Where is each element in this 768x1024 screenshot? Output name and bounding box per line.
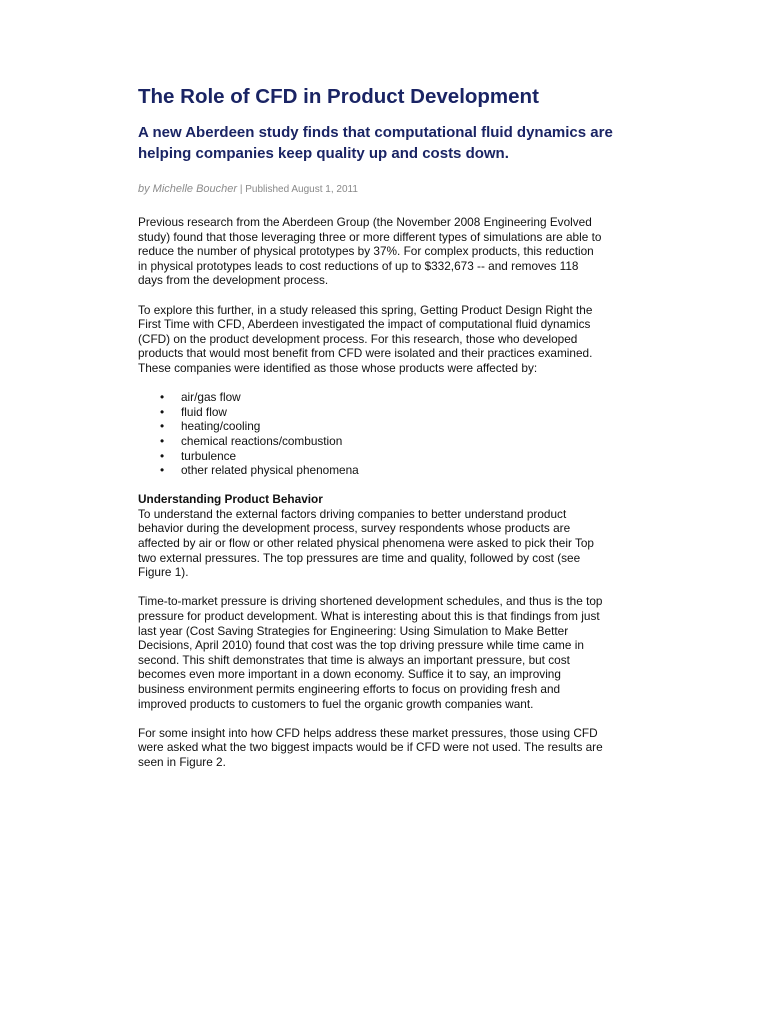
list-item bbox=[138, 434, 638, 449]
spacer bbox=[138, 580, 638, 595]
list-item-label: chemical reactions/combustion bbox=[181, 433, 343, 448]
byline-published: Published August 1, 2011 bbox=[245, 184, 358, 195]
paragraph-2: To explore this further, in a study released this spring, Getting Product Design Right the First Time with CFD, Aberdeen investigated the impact of computational fluid dynamics (CFD) on the product development process. For this research, those who developed products that would most benefit from CFD were isolated and their practices examined. These companies were identified as those whose products were affected by: bbox=[138, 302, 593, 375]
byline-author: by Michelle Boucher bbox=[138, 183, 238, 195]
paragraph-3: To understand the external factors driving companies to better understand product behavior during the development process, survey respondents whose products are affected by air or flow or other related physical phenomena were asked to pick their Top two external pressures. The top pressures are time and quality, followed by cost (see Figure 1). bbox=[138, 506, 594, 580]
list-item bbox=[138, 390, 638, 405]
spacer bbox=[138, 478, 638, 493]
byline bbox=[138, 182, 638, 197]
list-item bbox=[138, 449, 638, 464]
spacer bbox=[138, 288, 638, 303]
list-item-label: turbulence bbox=[181, 448, 237, 463]
article-body bbox=[138, 215, 638, 770]
list-item-label: other related physical phenomena bbox=[181, 463, 359, 478]
bullet-icon: • bbox=[160, 390, 165, 405]
paragraph-4: Time-to-market pressure is driving shortened development schedules, and thus is the top pressure for product development. What is interesting about this is that findings from just last year (Cost Saving Strategies for Engineering: Using Simulation to Make Better Decisions, April 2010) found that cost was the top driving pressure while time came in second. This shift demonstrates that time is always an important pressure, but cost becomes even more important in a down economy. Suffice it to say, an improving business environment permits engineering efforts to focus on providing fresh and improved products to customers to fuel the organic growth companies want. bbox=[138, 594, 603, 711]
bullet-icon: • bbox=[160, 448, 165, 463]
bullet-icon: • bbox=[160, 433, 165, 448]
article-subtitle: A new Aberdeen study finds that computational fluid dynamics are helping companies keep quality up and costs down. bbox=[138, 124, 613, 162]
spacer bbox=[138, 197, 638, 215]
list-item bbox=[138, 463, 638, 478]
list-item bbox=[138, 405, 638, 420]
byline-separator: | bbox=[237, 184, 246, 195]
affected-products-list bbox=[138, 390, 638, 478]
spacer bbox=[138, 376, 638, 391]
list-item-label: fluid flow bbox=[181, 404, 227, 419]
list-item-label: heating/cooling bbox=[181, 419, 261, 434]
paragraph-1: Previous research from the Aberdeen Group (the November 2008 Engineering Evolved study) found that those leveraging three or more different types of simulations are able to reduce the number of physical prototypes by 37%. For complex products, this reduction in physical prototypes leads to cost reductions of up to $332,673 -- and removes 118 days from the development process. bbox=[138, 215, 602, 288]
article bbox=[138, 84, 638, 770]
article-title: The Role of CFD in Product Development bbox=[138, 85, 539, 108]
bullet-icon: • bbox=[160, 419, 165, 434]
spacer bbox=[138, 711, 638, 726]
bullet-icon: • bbox=[160, 463, 165, 478]
bullet-icon: • bbox=[160, 404, 165, 419]
section-heading: Understanding Product Behavior bbox=[138, 492, 323, 507]
list-item-label: air/gas flow bbox=[181, 390, 241, 405]
list-item bbox=[138, 419, 638, 434]
paragraph-5: For some insight into how CFD helps address these market pressures, those using CFD were asked what the two biggest impacts would be if CFD were not used. The results are seen in Figure 2. bbox=[138, 725, 603, 769]
